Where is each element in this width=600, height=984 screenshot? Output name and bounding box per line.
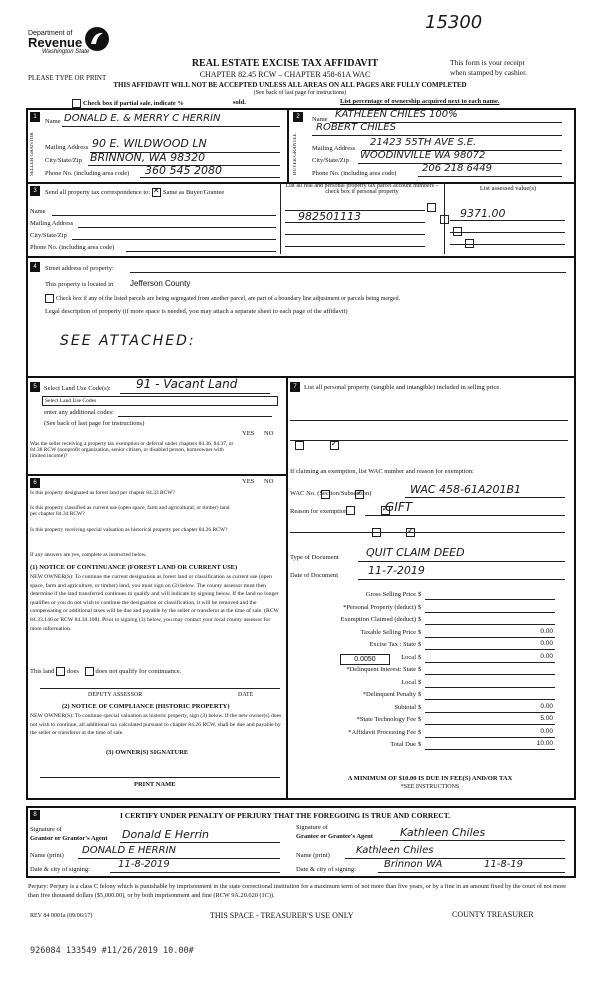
- dollar-sign: $: [418, 616, 422, 623]
- agency-line3: Washington State: [42, 49, 90, 55]
- exemption-question: Was the seller receiving a property tax exemption or deferral under chapters 84.36, 84.37, or 84.38 RCW (nonprofit organization, senior citizen, or disabled person, homeowner with limited income)?: [30, 441, 234, 459]
- wac-value[interactable]: WAC 458-61A201B1: [410, 483, 522, 496]
- county-treasurer: COUNTY TREASURER: [452, 910, 534, 919]
- section-2-num: 2: [293, 112, 303, 122]
- reason-label: Reason for exemption: [290, 508, 348, 515]
- assessed-header: List assessed value(s): [479, 185, 537, 192]
- grantor-signature[interactable]: Donald E Herrin: [122, 828, 210, 841]
- tax-row-label: Local: [401, 678, 416, 686]
- dollar-sign: $: [418, 666, 422, 673]
- legal-description-label: Legal description of property (if more space is needed, you may attach a separate sheet to each page of the affidavit): [45, 308, 348, 315]
- continuance-text: NEW OWNER(S): To continue the current designation as forest land or classification as current use (open space, farm and agriculture, or timber) land, you must sign on (3) below. The county assessor must then determine if the land transferred continues to qualify and will indicate by signing below. If the land no longer qualifies or you do not wish to continue the designation or classification, it will be removed and the compensating or additional taxes will be due and payable by the seller or transferor at the time of sale. (RCW 84.33.140 or RCW 84.34.108). Prior to signing (3) below, you may contact your local county assessor for more information.: [30, 574, 279, 632]
- tax-row-label: *Delinquent Penalty: [362, 691, 416, 698]
- grantor-name-label: Name (print): [30, 852, 64, 859]
- see-attached[interactable]: SEE ATTACHED:: [60, 333, 196, 349]
- buyer-addr-label: Mailing Address: [312, 145, 356, 152]
- grantee-sig-label: Signature of: [296, 824, 328, 831]
- buyer-address[interactable]: 21423 55TH AVE S.E.: [370, 137, 477, 148]
- grantee-city[interactable]: Brinnon WA: [384, 859, 443, 870]
- dollar-sign: $: [418, 703, 422, 711]
- land-does-not-checkbox[interactable]: [85, 667, 94, 676]
- seller-address[interactable]: 90 E. WILDWOOD LN: [92, 137, 207, 150]
- sec5-yes-label: YES: [242, 430, 255, 437]
- grantor-name-print[interactable]: DONALD E HERRIN: [82, 845, 177, 856]
- sec3-name-label: Name: [30, 208, 46, 215]
- forest-question: Is this property designated as forest land per chapter 84.33 RCW?: [30, 490, 175, 496]
- sec6-no-label: NO: [264, 478, 274, 485]
- tax-row-value[interactable]: 0.00: [540, 702, 553, 710]
- form-title: REAL ESTATE EXCISE TAX AFFIDAVIT: [191, 58, 379, 69]
- wac-label: WAC No. (Section/Subsection): [290, 490, 372, 497]
- grantee-name-label: Name (print): [296, 852, 330, 859]
- partial-sale-checkbox[interactable]: [72, 99, 81, 108]
- buyer-phone-label: Phone No. (including area code): [312, 170, 397, 177]
- if-yes-note: If any answers are yes, complete as instructed below.: [30, 552, 147, 558]
- buyer-name-2[interactable]: ROBERT CHILES: [316, 122, 396, 133]
- deputy-date-label: DATE: [238, 692, 254, 698]
- tax-row-label: *Delinquent Interest: State: [346, 666, 416, 673]
- current-use-question: Is this property classified as current use (open space, farm and agricultural, or timber) land per chapter 84.34 RCW?: [30, 505, 230, 517]
- tax-row-label: Gross Selling Price: [365, 591, 416, 598]
- section-4-num: 4: [30, 262, 40, 272]
- tax-row-value[interactable]: 0.00: [540, 640, 553, 647]
- buyer-csz[interactable]: WOODINVILLE WA 98072: [360, 150, 486, 161]
- dollar-sign: $: [418, 641, 422, 648]
- buyer-side-label: BUYER GRANTEE: [293, 133, 298, 175]
- grantor-sig-label: Signature of: [30, 826, 62, 833]
- grantee-name-print[interactable]: Kathleen Chiles: [356, 845, 434, 856]
- tax-row-value[interactable]: 0.00: [540, 652, 553, 660]
- stamp-number: 15300: [425, 12, 483, 33]
- continuance-title: (1) NOTICE OF CONTINUANCE (FOREST LAND OR CURRENT USE): [30, 564, 238, 571]
- revenue-logo-icon: [84, 26, 110, 52]
- seller-name[interactable]: DONALD E. & MERRY C HERRIN: [64, 113, 221, 124]
- county-value[interactable]: Jefferson County: [130, 279, 191, 288]
- tax-row-label: Total Due: [390, 741, 416, 748]
- doc-type-value[interactable]: QUIT CLAIM DEED: [366, 546, 465, 559]
- grantor-date[interactable]: 11-8-2019: [118, 859, 170, 870]
- sec3-addr-label: Mailing Address: [30, 220, 74, 227]
- doc-type-label: Type of Document: [290, 554, 339, 561]
- assessed-value[interactable]: 9371.00: [460, 207, 506, 220]
- agency-line2: Revenue: [28, 35, 83, 50]
- seller-csz-label: City/State/Zip: [45, 157, 82, 164]
- personal-property-label: List all personal property (tangible and intangible) included in selling price.: [304, 384, 501, 391]
- parcel-header: List all real and personal property tax parcel account numbers – check box if personal property: [285, 183, 439, 195]
- tax-row-label: *Personal Property (deduct): [343, 603, 416, 611]
- see-instructions-note: *SEE INSTRUCTIONS: [400, 784, 460, 790]
- grantor-date-label: Date & city of signing:: [30, 866, 90, 873]
- tax-row-label: Taxable Selling Price: [360, 628, 416, 636]
- certify-statement: I CERTIFY UNDER PENALTY OF PERJURY THAT THE FOREGOING IS TRUE AND CORRECT.: [120, 811, 451, 820]
- seller-name-label: Name: [45, 118, 61, 125]
- land-does-checkbox[interactable]: [56, 667, 65, 676]
- land-use-label: Select Land Use Code(s):: [44, 385, 111, 392]
- section-4-box: [26, 256, 576, 378]
- buyer-phone[interactable]: 206 218 6449: [422, 163, 492, 174]
- seller-side-label: SELLER GRANTOR: [30, 132, 35, 176]
- tax-row-value[interactable]: 0.00: [540, 727, 553, 735]
- compliance-title: (2) NOTICE OF COMPLIANCE (HISTORIC PROPERTY): [62, 703, 230, 710]
- section-5-num: 5: [30, 382, 40, 392]
- dollar-sign: $: [418, 728, 422, 736]
- county-label: This property is located in: [45, 281, 114, 288]
- tax-row-value[interactable]: 10.00: [536, 740, 553, 747]
- parcel-1-personal-checkbox[interactable]: [427, 203, 436, 212]
- form-instructions: (See back of last page for instructions): [253, 90, 347, 96]
- buyer-csz-label: City/State/Zip: [312, 157, 349, 164]
- land-use-code[interactable]: 91 - Vacant Land: [136, 377, 238, 391]
- seller-csz[interactable]: BRINNON, WA 98320: [90, 151, 206, 164]
- sec6-yes-label: YES: [242, 478, 255, 485]
- segregated-note: Check box if any of the listed parcels are being segregated from another parcel, are part of a boundary line adjustment or parcels being merged.: [45, 294, 565, 303]
- historic-question: Is this property receiving special valuation as historical property per chapter 84.26 RCW?: [30, 527, 228, 533]
- same-as-buyer-checkbox[interactable]: [152, 188, 161, 197]
- buyer-name[interactable]: KATHLEEN CHILES 100%: [335, 109, 458, 120]
- receipt-note-1: This form is your receipt: [450, 58, 525, 67]
- tax-row-label: Excise Tax : State: [369, 641, 416, 648]
- additional-codes-label: enter any additional codes:: [44, 409, 114, 416]
- sec5-no-label: NO: [264, 430, 274, 437]
- buyer-name-label: Name: [312, 116, 328, 123]
- minimum-fee-note: A MINIMUM OF $10.00 IS DUE IN FEE(S) AND/OR TAX: [347, 775, 513, 782]
- perjury-notice: Perjury: Perjury is a class C felony which is punishable by imprisonment in the state correctional institution for a maximum term of not more than five years, or by a fine in an amount fixed by the court of not more than five thousand dollars ($5,000.00), or by both imprisonment and fine (RCW 9A.20.020 (1C)).: [28, 883, 567, 899]
- parties-divider: [287, 108, 289, 182]
- partial-sale: Check box if partial sale, indicate %: [72, 99, 184, 108]
- send-correspondence: Send all property tax correspondence to: ✕ Same as Buyer/Grantee: [45, 188, 224, 197]
- tax-row-label: Local: [401, 653, 416, 661]
- seller-phone-label: Phone No. (including area code): [45, 170, 130, 177]
- agency-line1: Department of: [28, 30, 73, 37]
- agency-logo: [28, 30, 89, 55]
- grantee-date[interactable]: 11-8-19: [484, 859, 524, 870]
- treasurer-use: THIS SPACE - TREASURER'S USE ONLY: [210, 911, 354, 920]
- please-type: PLEASE TYPE OR PRINT: [28, 74, 107, 82]
- cashier-receipt: 926084 133549 #11/26/2019 10.00#: [30, 946, 194, 956]
- section-7-num: 7: [290, 382, 300, 392]
- parcel-number[interactable]: 982501113: [298, 210, 361, 223]
- section-1-num: 1: [30, 112, 40, 122]
- reason-value[interactable]: GIFT: [385, 500, 413, 514]
- section-3-num: 3: [30, 186, 40, 196]
- dollar-sign: $: [418, 741, 422, 748]
- dollar-sign: $: [418, 716, 422, 723]
- dollar-sign: $: [418, 653, 422, 661]
- wac-claim-label: If claiming an exemption, list WAC number and reason for exemption:: [290, 468, 474, 475]
- tax-row-value[interactable]: 0.00: [540, 627, 553, 635]
- print-name-label: PRINT NAME: [134, 781, 176, 788]
- dollar-sign: $: [418, 678, 422, 686]
- dollar-sign: $: [418, 691, 422, 698]
- tax-row-label: Subtotal: [394, 703, 416, 711]
- see-back-note: (See back of last page for instructions): [44, 420, 145, 427]
- sold-label: sold.: [233, 99, 246, 106]
- grantor-agent-label: Grantor or Grantor's Agent: [30, 835, 108, 842]
- tax-row-label: *Affidavit Processing Fee: [348, 728, 416, 736]
- sec3-csz-label: City/State/Zip: [30, 232, 67, 239]
- ownership-note: List percentage of ownership acquired next to each name.: [340, 98, 500, 105]
- section-6-num: 6: [30, 478, 40, 488]
- sec3-phone-label: Phone No. (including area code): [30, 244, 115, 251]
- land-use-dropdown[interactable]: Select Land Use Codes: [42, 396, 278, 406]
- local-rate-box[interactable]: 0.0050: [340, 654, 390, 665]
- tax-row-label: Exemption Claimed (deduct): [340, 616, 416, 623]
- receipt-note-2: when stamped by cashier.: [450, 68, 528, 77]
- seller-addr-label: Mailing Address: [45, 144, 89, 151]
- seller-phone[interactable]: 360 545 2080: [145, 164, 222, 177]
- compliance-text: NEW OWNER(S): To continue special valuation as historic property, sign (3) below. If the new owner(s) does not wish to continue, all additional tax calculated pursuant to chapter 84.26 RCW, shall be due and payable by the seller or transferor at the time of sale.: [30, 713, 282, 737]
- doc-date-value[interactable]: 11-7-2019: [368, 564, 425, 577]
- form-revision: REV 84 0001a (09/06/17): [30, 913, 93, 919]
- grantee-agent-label: Grantee or Grantee's Agent: [296, 833, 373, 840]
- dollar-sign: $: [418, 603, 422, 611]
- street-address-label: Street address of property:: [45, 265, 114, 272]
- form-chapter: CHAPTER 82.45 RCW – CHAPTER 458-61A WAC: [199, 70, 371, 79]
- tax-row-value[interactable]: 5.00: [540, 715, 553, 722]
- doc-date-label: Date of Document: [290, 572, 339, 579]
- owner-signature-label: (3) OWNER(S) SIGNATURE: [106, 749, 189, 756]
- grantee-signature[interactable]: Kathleen Chiles: [400, 826, 486, 839]
- tax-row-label: *State Technology Fee: [356, 716, 416, 723]
- form-warning: THIS AFFIDAVIT WILL NOT BE ACCEPTED UNLESS ALL AREAS ON ALL PAGES ARE FULLY COMPLETED: [113, 81, 467, 89]
- sec3-divider: [280, 182, 281, 254]
- qualify-line: This land does does not qualify for continuance.: [30, 667, 182, 675]
- parcel-2-personal-checkbox[interactable]: [440, 215, 449, 224]
- section-8-num: 8: [30, 810, 40, 820]
- grantee-date-label: Date & city of signing:: [296, 866, 356, 873]
- segregated-checkbox[interactable]: [45, 294, 54, 303]
- dollar-sign: $: [418, 628, 422, 636]
- dollar-sign: $: [418, 591, 422, 598]
- deputy-assessor-label: DEPUTY ASSESSOR: [88, 692, 143, 698]
